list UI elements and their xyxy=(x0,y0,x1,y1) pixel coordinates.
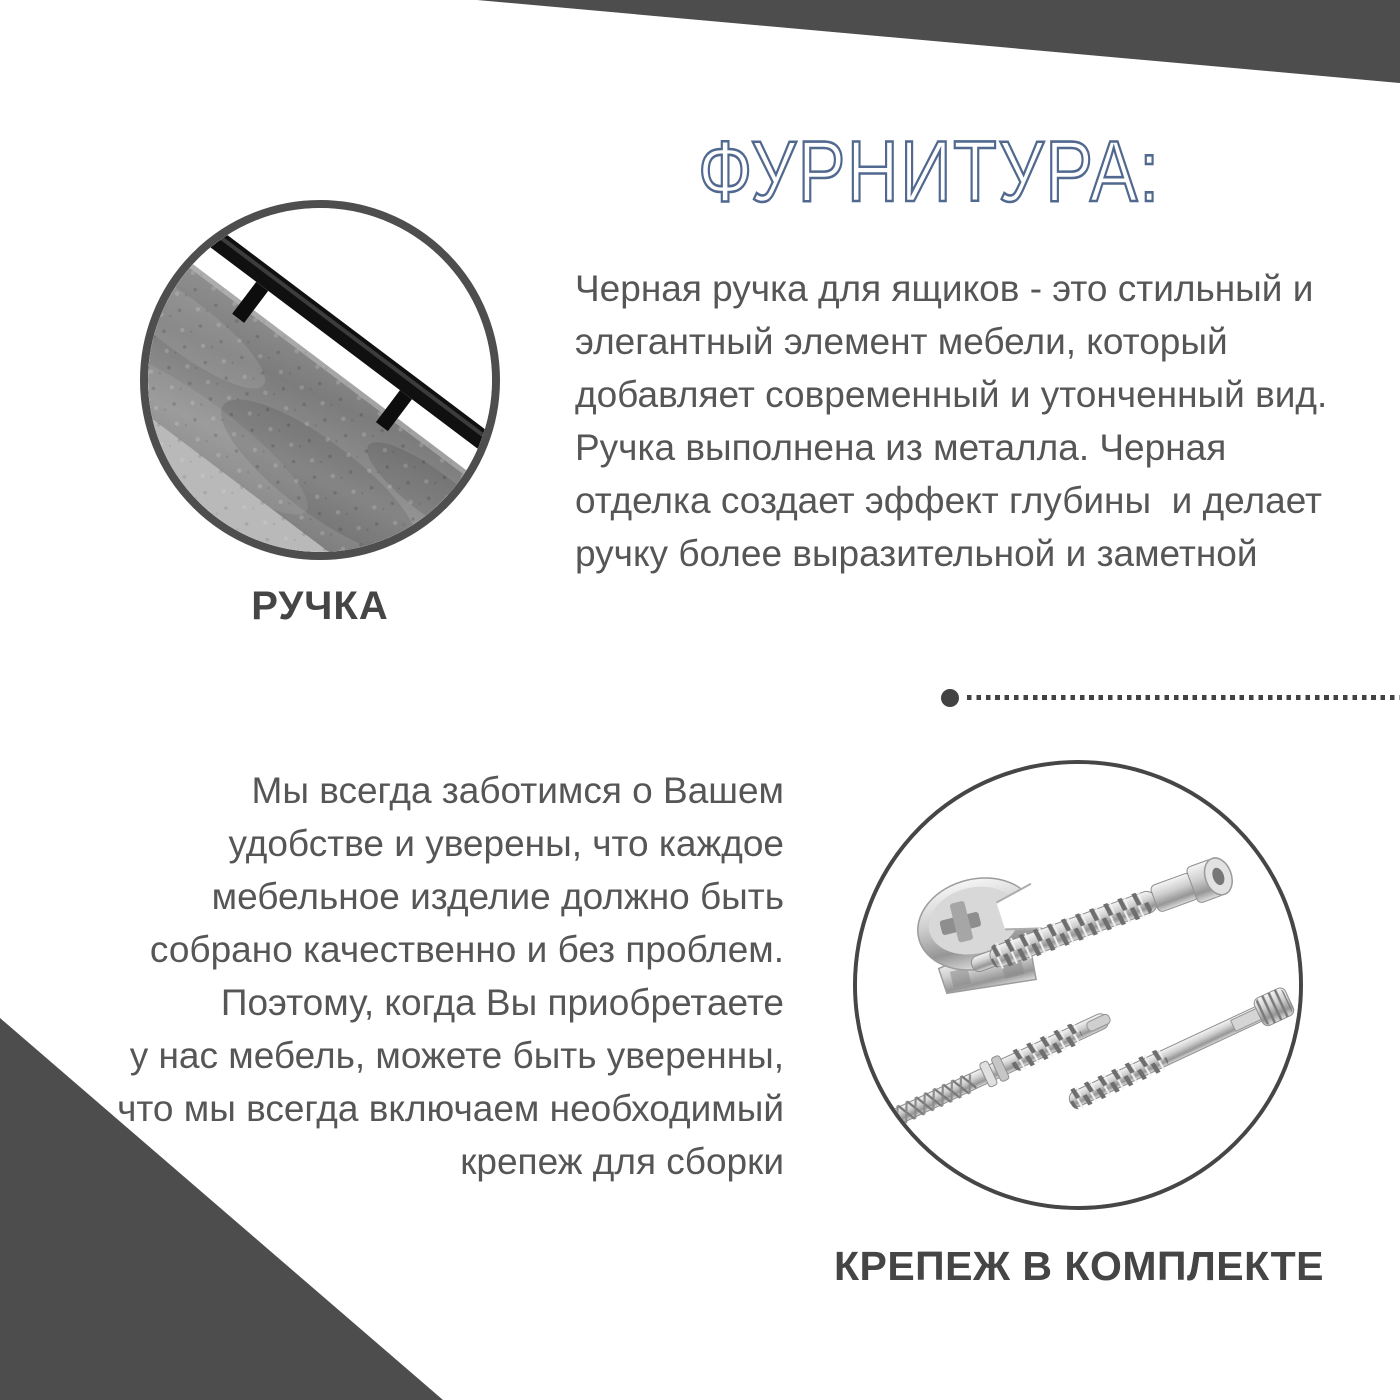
handle-paragraph xyxy=(575,262,1327,580)
paragraph-line: собрано качественно и без проблем. xyxy=(149,929,784,970)
paragraph-line: ручку более выразительной и заметной xyxy=(575,533,1258,574)
paragraph-line: мебельное изделие должно быть xyxy=(211,876,784,917)
paragraph-line: элегантный элемент мебели, который xyxy=(575,321,1228,362)
fasteners-caption: КРЕПЕЖ В КОМПЛЕКТЕ xyxy=(833,1243,1325,1289)
care-paragraph xyxy=(60,764,784,1188)
paragraph-line: Черная ручка для ящиков - это стильный и xyxy=(575,268,1314,309)
handle-photo-circle xyxy=(140,200,500,560)
paragraph-line: отделка создает эффект глубины и делает xyxy=(575,480,1322,521)
fasteners-photo-circle xyxy=(853,760,1303,1210)
paragraph-line: у нас мебель, можете быть уверенны, xyxy=(129,1035,784,1076)
divider-start-dot xyxy=(941,689,959,707)
fasteners-kit-photo xyxy=(857,764,1299,1206)
page-title: ФУРНИТУРА: xyxy=(698,124,1161,220)
dotted-divider xyxy=(967,695,1400,700)
paragraph-line: Ручка выполнена из металла. Черная xyxy=(575,427,1227,468)
paragraph-line: что мы всегда включаем необходимый xyxy=(117,1088,784,1129)
drawer-handle-photo xyxy=(148,208,492,552)
paragraph-line: удобстве и уверены, что каждое xyxy=(228,823,784,864)
paragraph-line: добавляет современный и утонченный вид. xyxy=(575,374,1328,415)
handle-caption: РУЧКА xyxy=(251,584,389,628)
paragraph-line: крепеж для сборки xyxy=(460,1141,784,1182)
paragraph-line: Мы всегда заботимся о Вашем xyxy=(251,770,784,811)
paragraph-line: Поэтому, когда Вы приобретаете xyxy=(220,982,784,1023)
